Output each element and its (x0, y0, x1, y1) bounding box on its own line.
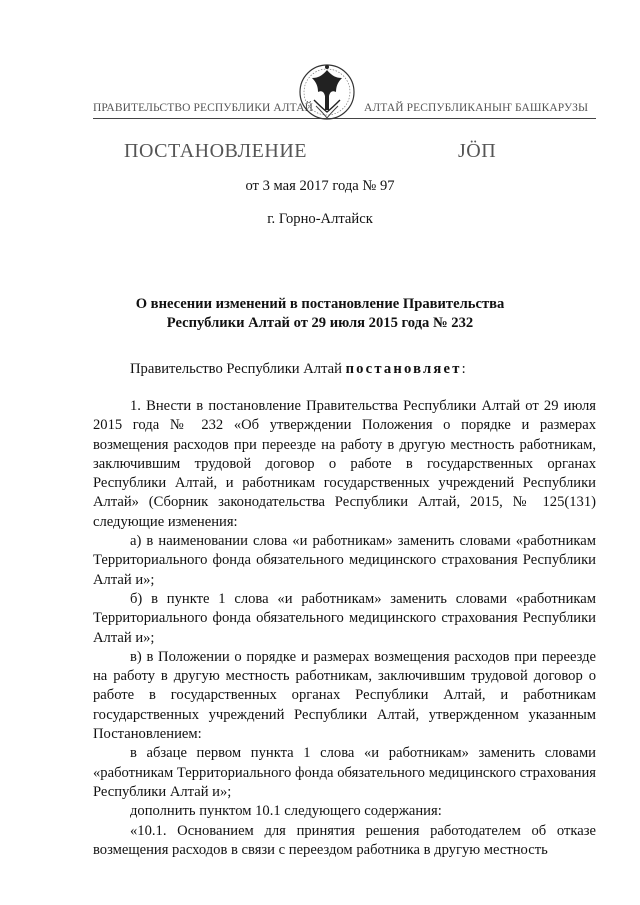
document-title-line-1: О внесении изменений в постановление Правительства (135, 296, 505, 312)
paragraph-1c-item-1: в абзаце первом пункта 1 слова «и работникам» заменить словами «работникам Территориального фонда обязательного медицинского страхования Республики Алтай и»; (93, 745, 596, 800)
document-title-line-2: Республики Алтай от 29 июля 2015 года № 232 (166, 315, 474, 331)
preamble-prefix: Правительство Республики Алтай (130, 361, 346, 377)
preamble (130, 361, 466, 378)
header-org-left: ПРАВИТЕЛЬСТВО РЕСПУБЛИКИ АЛТАЙ (93, 102, 314, 114)
paragraph-1b: б) в пункте 1 слова «и работникам» заменить словами «работникам Территориального фонда обязательного медицинского страхования Республики Алтай и»; (93, 590, 596, 646)
doc-type-alt: JÖП (458, 140, 497, 162)
paragraph-1c-item-2: дополнить пунктом 10.1 следующего содержания: (130, 803, 442, 820)
coat-of-arms-emblem (298, 58, 356, 128)
document-date-number: от 3 мая 2017 года № 97 (245, 178, 395, 194)
document-city: г. Горно-Алтайск (267, 211, 373, 227)
preamble-colon: : (461, 361, 466, 377)
preamble-resolves: постановляет (345, 361, 462, 377)
paragraph-1a: а) в наименовании слова «и работникам» заменить словами «работникам Территориального фонда обязательного медицинского страхования Республики Алтай и»; (93, 533, 596, 588)
doc-type-ru: ПОСТАНОВЛЕНИЕ (124, 140, 307, 162)
paragraph-10-1: «10.1. Основанием для принятия решения работодателем об отказе возмещения расходов в связи с переездом работника в другую местность (93, 822, 596, 858)
paragraph-1c: в) в Положении о порядке и размерах возмещения расходов при переезде на работу в другую местность работникам, заключившим трудовой договор о работе в государственных органах Республики Алтай, и работникам государственных учреждений Республики Алтай, утвержденном указанным Постановлением: (93, 648, 596, 743)
paragraph-1: 1. Внести в постановление Правительства Республики Алтай от 29 июля 2015 года № 232 «Об утверждении Положения о порядке и размерах возмещения расходов при переезде на работу в другую местность работникам, заключившим трудовой договор о работе в государственных органах Республики Алтай, и работникам государственных учреждений Республики Алтай» (Сборник законодательства Республики Алтай, 2015, № 125(131) следующие изменения: (93, 398, 596, 530)
document-body (93, 397, 596, 860)
header-org-right: АЛТАЙ РЕСПУБЛИКАНЫҤ БАШКАРУЗЫ (364, 102, 589, 114)
